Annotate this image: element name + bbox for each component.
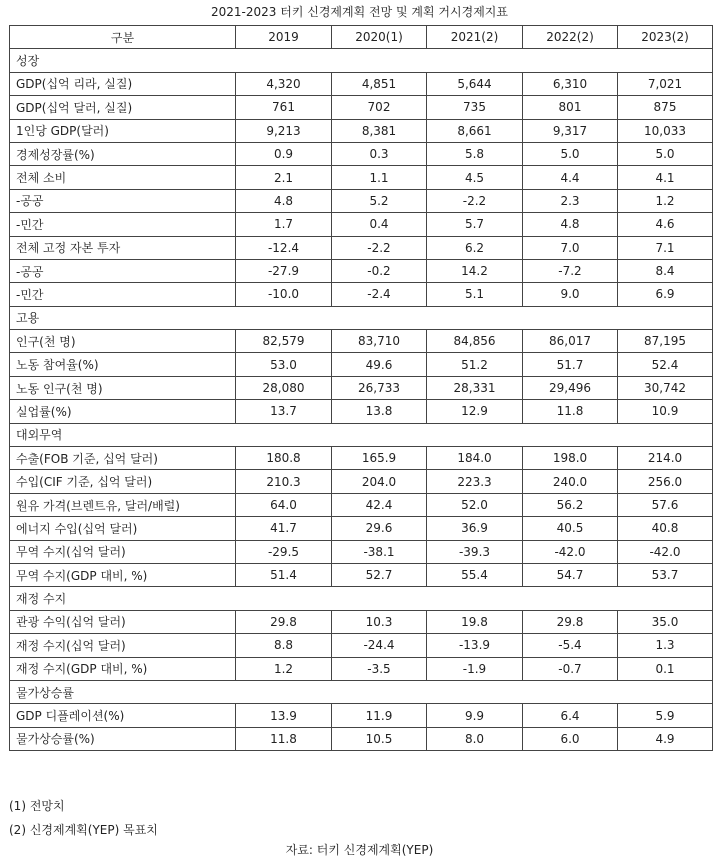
value-cell: 42.4 [332,493,427,516]
header-2022: 2022(2) [523,26,618,49]
value-cell: 13.8 [332,400,427,423]
section-row [10,680,713,703]
value-cell: 223.3 [427,470,523,493]
value-cell: 6,310 [523,72,618,95]
value-cell: 87,195 [618,330,713,353]
header-2019: 2019 [236,26,332,49]
table-title: 2021-2023 터키 신경제계획 전망 및 계획 거시경제지표 [211,5,508,19]
value-cell: 29.6 [332,517,427,540]
value-cell: 10.9 [618,400,713,423]
value-cell: -2.4 [332,283,427,306]
value-cell: 8,661 [427,119,523,142]
value-cell: 52.4 [618,353,713,376]
row-label: 무역 수지(십억 달러) [10,540,236,563]
table-row [10,517,713,540]
table-row [10,610,713,633]
value-cell: 11.8 [236,727,332,750]
value-cell: 52.7 [332,563,427,586]
value-cell: -39.3 [427,540,523,563]
table-row [10,283,713,306]
value-cell: 55.4 [427,563,523,586]
value-cell: 5.1 [427,283,523,306]
value-cell: 11.8 [523,400,618,423]
value-cell: -2.2 [332,236,427,259]
table-row [10,493,713,516]
value-cell: 702 [332,96,427,119]
value-cell: 10,033 [618,119,713,142]
value-cell: 5.0 [618,142,713,165]
value-cell: -2.2 [427,189,523,212]
macro-indicators-table [9,25,713,751]
row-label: 에너지 수입(십억 달러) [10,517,236,540]
value-cell: 4.9 [618,727,713,750]
row-label: -민간 [10,283,236,306]
value-cell: 4.5 [427,166,523,189]
value-cell: 1.1 [332,166,427,189]
value-cell: 5,644 [427,72,523,95]
value-cell: 64.0 [236,493,332,516]
value-cell: 13.7 [236,400,332,423]
value-cell: 5.7 [427,213,523,236]
table-row [10,213,713,236]
table-row [10,563,713,586]
value-cell: 204.0 [332,470,427,493]
value-cell: 9.9 [427,704,523,727]
value-cell: 35.0 [618,610,713,633]
value-cell: 57.6 [618,493,713,516]
table-row [10,634,713,657]
value-cell: -3.5 [332,657,427,680]
value-cell: -38.1 [332,540,427,563]
header-2021: 2021(2) [427,26,523,49]
value-cell: 761 [236,96,332,119]
value-cell: 1.7 [236,213,332,236]
value-cell: 84,856 [427,330,523,353]
table-row [10,376,713,399]
value-cell: -12.4 [236,236,332,259]
section-row [10,49,713,72]
value-cell: 165.9 [332,447,427,470]
header-2020: 2020(1) [332,26,427,49]
value-cell: -42.0 [523,540,618,563]
value-cell: 6.9 [618,283,713,306]
value-cell: 51.2 [427,353,523,376]
footnote: (2) 신경제계획(YEP) 목표치 [9,823,158,837]
table-body [10,49,713,751]
table-row [10,330,713,353]
header-row [10,26,713,49]
value-cell: 7.1 [618,236,713,259]
value-cell: 36.9 [427,517,523,540]
value-cell: 10.3 [332,610,427,633]
value-cell: 5.9 [618,704,713,727]
row-label: -공공 [10,189,236,212]
table-row [10,353,713,376]
value-cell: 6.0 [523,727,618,750]
footnotes [9,794,158,842]
value-cell: 184.0 [427,447,523,470]
section-row [10,423,713,446]
value-cell: 735 [427,96,523,119]
footnote: (1) 전망치 [9,799,65,813]
value-cell: 256.0 [618,470,713,493]
table-row [10,119,713,142]
row-label: 무역 수지(GDP 대비, %) [10,563,236,586]
value-cell: 875 [618,96,713,119]
row-label: 전체 고정 자본 투자 [10,236,236,259]
value-cell: -29.5 [236,540,332,563]
row-label: 재정 수지(GDP 대비, %) [10,657,236,680]
value-cell: 4,320 [236,72,332,95]
table-row [10,142,713,165]
value-cell: 56.2 [523,493,618,516]
table-row [10,236,713,259]
header-2023: 2023(2) [618,26,713,49]
value-cell: 4.8 [236,189,332,212]
value-cell: 53.7 [618,563,713,586]
value-cell: 6.4 [523,704,618,727]
value-cell: 54.7 [523,563,618,586]
table-row [10,727,713,750]
value-cell: 4.8 [523,213,618,236]
row-label: -공공 [10,259,236,282]
value-cell: 6.2 [427,236,523,259]
value-cell: 29.8 [523,610,618,633]
value-cell: 0.1 [618,657,713,680]
table-row [10,166,713,189]
value-cell: 7.0 [523,236,618,259]
value-cell: 9,317 [523,119,618,142]
row-label: GDP 디플레이션(%) [10,704,236,727]
table-row [10,470,713,493]
table-row [10,72,713,95]
value-cell: 198.0 [523,447,618,470]
value-cell: 8.8 [236,634,332,657]
section-row [10,306,713,329]
value-cell: 51.7 [523,353,618,376]
header-category: 구분 [10,26,236,49]
value-cell: 82,579 [236,330,332,353]
value-cell: -27.9 [236,259,332,282]
value-cell: 0.4 [332,213,427,236]
value-cell: 9.0 [523,283,618,306]
value-cell: 19.8 [427,610,523,633]
value-cell: 86,017 [523,330,618,353]
value-cell: -24.4 [332,634,427,657]
value-cell: -0.2 [332,259,427,282]
row-label: 노동 인구(천 명) [10,376,236,399]
value-cell: 1.2 [236,657,332,680]
row-label: 경제성장률(%) [10,142,236,165]
value-cell: -0.7 [523,657,618,680]
row-label: 수출(FOB 기준, 십억 달러) [10,447,236,470]
value-cell: -10.0 [236,283,332,306]
value-cell: 8.0 [427,727,523,750]
value-cell: -5.4 [523,634,618,657]
value-cell: 210.3 [236,470,332,493]
value-cell: -1.9 [427,657,523,680]
value-cell: 10.5 [332,727,427,750]
section-title: 재정 수지 [10,587,713,610]
row-label: 관광 수익(십억 달러) [10,610,236,633]
value-cell: 5.2 [332,189,427,212]
value-cell: 2.3 [523,189,618,212]
table-row [10,540,713,563]
table-row [10,189,713,212]
value-cell: 30,742 [618,376,713,399]
value-cell: 28,080 [236,376,332,399]
section-title: 물가상승률 [10,680,713,703]
table-row [10,704,713,727]
value-cell: 26,733 [332,376,427,399]
value-cell: 29,496 [523,376,618,399]
value-cell: 4.1 [618,166,713,189]
value-cell: 41.7 [236,517,332,540]
section-row [10,587,713,610]
value-cell: 11.9 [332,704,427,727]
row-label: 재정 수지(십억 달러) [10,634,236,657]
table-row [10,657,713,680]
value-cell: 8,381 [332,119,427,142]
row-label: 수입(CIF 기준, 십억 달러) [10,470,236,493]
value-cell: 52.0 [427,493,523,516]
row-label: 원유 가격(브렌트유, 달러/배럴) [10,493,236,516]
row-label: GDP(십억 달러, 실질) [10,96,236,119]
value-cell: 12.9 [427,400,523,423]
value-cell: 2.1 [236,166,332,189]
value-cell: 240.0 [523,470,618,493]
row-label: 물가상승률(%) [10,727,236,750]
table-row [10,400,713,423]
value-cell: 8.4 [618,259,713,282]
section-title: 성장 [10,49,713,72]
value-cell: -13.9 [427,634,523,657]
table-row [10,447,713,470]
value-cell: 83,710 [332,330,427,353]
value-cell: 40.8 [618,517,713,540]
value-cell: 4.4 [523,166,618,189]
value-cell: 40.5 [523,517,618,540]
row-label: GDP(십억 리라, 실질) [10,72,236,95]
value-cell: -42.0 [618,540,713,563]
value-cell: 7,021 [618,72,713,95]
value-cell: 1.2 [618,189,713,212]
value-cell: 0.9 [236,142,332,165]
value-cell: 14.2 [427,259,523,282]
value-cell: 13.9 [236,704,332,727]
table-row [10,259,713,282]
value-cell: 28,331 [427,376,523,399]
row-label: 실업률(%) [10,400,236,423]
section-title: 고용 [10,306,713,329]
source-note: 자료: 터키 신경제계획(YEP) [285,843,434,857]
row-label: 전체 소비 [10,166,236,189]
value-cell: 29.8 [236,610,332,633]
value-cell: 0.3 [332,142,427,165]
value-cell: 180.8 [236,447,332,470]
table-row [10,96,713,119]
value-cell: 214.0 [618,447,713,470]
row-label: -민간 [10,213,236,236]
row-label: 인구(천 명) [10,330,236,353]
value-cell: 49.6 [332,353,427,376]
value-cell: 5.8 [427,142,523,165]
value-cell: 4,851 [332,72,427,95]
value-cell: 1.3 [618,634,713,657]
value-cell: 51.4 [236,563,332,586]
row-label: 1인당 GDP(달러) [10,119,236,142]
section-title: 대외무역 [10,423,713,446]
row-label: 노동 참여율(%) [10,353,236,376]
value-cell: 801 [523,96,618,119]
value-cell: 53.0 [236,353,332,376]
value-cell: 4.6 [618,213,713,236]
value-cell: -7.2 [523,259,618,282]
value-cell: 5.0 [523,142,618,165]
value-cell: 9,213 [236,119,332,142]
